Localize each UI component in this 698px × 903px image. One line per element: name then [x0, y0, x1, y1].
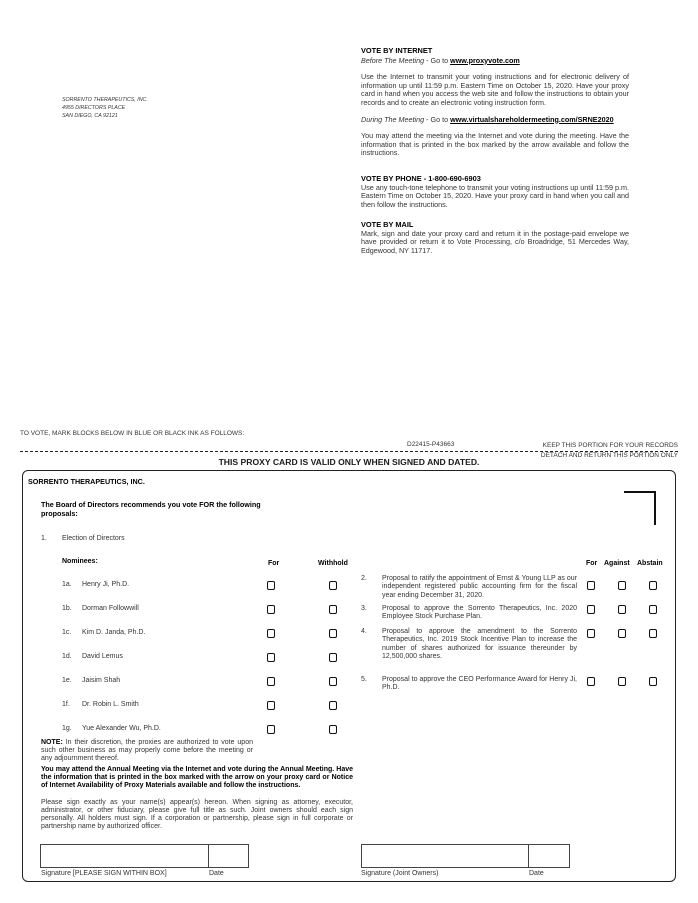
- col-against-label: Against: [604, 560, 630, 567]
- nominee-1a-for-checkbox[interactable]: [267, 581, 275, 590]
- vote-phone-text: Use any touch-tone telephone to transmit your voting instructions up until 11:59 p.m. Eastern Time on October 15, 2020. Have your proxy card in hand when you call and then follow the instructions.: [361, 182, 629, 209]
- signing-instructions: Please sign exactly as your name(s) appear(s) hereon. When signing as attorney, executor, administrator, or other fiduciary, please give full title as such. Joint owners should each sign personally. All holders must sign. If a corporation or partnership, please sign in full corporate or partnership name by authorized officer.: [41, 799, 353, 830]
- vote-by-phone-section: [361, 175, 629, 209]
- nominee-number: 1a.: [62, 581, 72, 588]
- col-withhold-label: Withhold: [318, 560, 348, 567]
- proposal-number: 4.: [361, 628, 367, 635]
- proposal-4-against-checkbox[interactable]: [618, 629, 626, 638]
- proposal-4-for-checkbox[interactable]: [587, 629, 595, 638]
- nominee-1f-for-checkbox[interactable]: [267, 701, 275, 710]
- vote-internet-heading: VOTE BY INTERNET: [361, 46, 433, 55]
- ink-instruction: TO VOTE, MARK BLOCKS BELOW IN BLUE OR BLACK INK AS FOLLOWS:: [20, 430, 245, 437]
- during-meeting-goto: - Go to: [424, 114, 451, 124]
- note-block: [41, 739, 253, 763]
- nominee-name: Dorman Followwill: [82, 605, 139, 612]
- nominee-number: 1b.: [62, 605, 72, 612]
- proposal-2-abstain-checkbox[interactable]: [649, 581, 657, 590]
- joint-signature-box[interactable]: [361, 844, 570, 868]
- nominee-1g-withhold-checkbox[interactable]: [329, 725, 337, 734]
- proposal-text: Proposal to approve the amendment to the Sorrento Therapeutics, Inc. 2019 Stock Incentive Plan to increase the number of shares authorized for issuance thereunder by 12,500,000 shares.: [382, 628, 577, 661]
- proposal-3-abstain-checkbox[interactable]: [649, 605, 657, 614]
- nominee-1e-withhold-checkbox[interactable]: [329, 677, 337, 686]
- date-label: Date: [209, 870, 224, 877]
- proposal-text: Proposal to approve the CEO Performance Award for Henry Ji, Ph.D.: [382, 676, 577, 692]
- proposal-5-against-checkbox[interactable]: [618, 677, 626, 686]
- during-meeting-label: During The Meeting: [361, 114, 425, 124]
- nominee-number: 1d.: [62, 653, 72, 660]
- item1-number: 1.: [41, 535, 47, 542]
- control-code: D22415-P43663: [407, 441, 455, 448]
- signature-label: Signature [PLEASE SIGN WITHIN BOX]: [41, 870, 167, 877]
- item1-label: Election of Directors: [62, 535, 125, 542]
- during-meeting-text: You may attend the meeting via the Internet and vote during the meeting. Have the information that is printed in the box marked by the arrow available and follow the instructions.: [361, 131, 629, 158]
- col-for2-label: For: [586, 560, 598, 567]
- nominee-1b-for-checkbox[interactable]: [267, 605, 275, 614]
- joint-date-label: Date: [529, 870, 544, 877]
- proposal-3-against-checkbox[interactable]: [618, 605, 626, 614]
- proposal-4-abstain-checkbox[interactable]: [649, 629, 657, 638]
- col-for-label: For: [268, 560, 280, 567]
- keep-portion-label: KEEP THIS PORTION FOR YOUR RECORDS: [542, 442, 678, 449]
- sender-address-line2: SAN DIEGO, CA 92121: [62, 113, 118, 119]
- proposal-text: Proposal to approve the Sorrento Therapeutics, Inc. 2020 Employee Stock Purchase Plan.: [382, 605, 577, 621]
- vote-mail-heading: VOTE BY MAIL: [361, 220, 414, 229]
- note-text: In their discretion, the proxies are authorized to vote upon such other business as may properly come before the meeting or any adjournment thereof.: [41, 739, 253, 762]
- note-label: NOTE:: [41, 739, 63, 746]
- joint-signature-label: Signature (Joint Owners): [361, 870, 439, 877]
- nominee-number: 1f.: [62, 701, 70, 708]
- before-meeting-line: [361, 57, 629, 66]
- nominee-number: 1g.: [62, 725, 72, 732]
- proposal-number: 2.: [361, 575, 367, 582]
- sender-address: [62, 96, 148, 120]
- nominee-number: 1c.: [62, 629, 72, 636]
- before-meeting-text: Use the Internet to transmit your voting instructions and for electronic delivery of information up until 11:59 p.m. Eastern Time on October 15, 2020. Have your proxy card in hand when you access the web site and follow the instructions to obtain your records and to create an electronic voting instruction form.: [361, 72, 629, 107]
- joint-signature-date-divider: [528, 844, 529, 868]
- proposal-2-for-checkbox[interactable]: [587, 581, 595, 590]
- control-box-marker: [624, 491, 656, 525]
- proposal-number: 5.: [361, 676, 367, 683]
- nominee-number: 1e.: [62, 677, 72, 684]
- nominee-1c-for-checkbox[interactable]: [267, 629, 275, 638]
- vote-mail-text: Mark, sign and date your proxy card and return it in the postage-paid envelope we have provided or return it to Vote Processing, c/o Broadridge, 51 Mercedes Way, Edgewood, NY 11717.: [361, 228, 629, 255]
- vote-phone-heading: VOTE BY PHONE - 1-800-690-6903: [361, 174, 481, 183]
- nominees-label: Nominees:: [62, 558, 98, 565]
- nominee-name: Henry Ji, Ph.D.: [82, 581, 130, 588]
- proxyvote-link[interactable]: www.proxyvote.com: [450, 55, 520, 65]
- vote-by-internet-section: [361, 47, 629, 158]
- proposal-text: Proposal to ratify the appointment of Ernst & Young LLP as our independent registered public accounting firm for the fiscal year ending December 31, 2020.: [382, 575, 577, 599]
- attend-instructions: You may attend the Annual Meeting via the Internet and vote during the Annual Meeting. Have the information that is printed in the box marked with the arrow on your proxy card or Notice of Internet Availability of Proxy Materials available and follow the instructions.: [41, 766, 353, 789]
- sender-address-line1: 4955 DIRECTORS PLACE: [62, 105, 126, 111]
- before-meeting-goto: - Go to: [424, 55, 451, 65]
- proposal-2-against-checkbox[interactable]: [618, 581, 626, 590]
- nominee-1d-withhold-checkbox[interactable]: [329, 653, 337, 662]
- card-company-name: SORRENTO THERAPEUTICS, INC.: [28, 477, 145, 486]
- nominee-1g-for-checkbox[interactable]: [267, 725, 275, 734]
- signature-box[interactable]: [40, 844, 249, 868]
- nominee-1f-withhold-checkbox[interactable]: [329, 701, 337, 710]
- detach-portion-label: DETACH AND RETURN THIS PORTION ONLY: [540, 452, 678, 459]
- nominee-name: Jaisim Shah: [82, 677, 121, 684]
- proposal-5-abstain-checkbox[interactable]: [649, 677, 657, 686]
- before-meeting-label: Before The Meeting: [361, 55, 425, 65]
- virtual-meeting-link[interactable]: www.virtualshareholdermeeting.com/SRNE2020: [450, 114, 614, 124]
- proposal-5-for-checkbox[interactable]: [587, 677, 595, 686]
- nominee-1c-withhold-checkbox[interactable]: [329, 629, 337, 638]
- vote-by-mail-section: [361, 221, 629, 255]
- nominee-1b-withhold-checkbox[interactable]: [329, 605, 337, 614]
- proposal-3-for-checkbox[interactable]: [587, 605, 595, 614]
- nominee-name: Kim D. Janda, Ph.D.: [82, 629, 146, 636]
- during-meeting-line: [361, 116, 629, 125]
- nominee-1e-for-checkbox[interactable]: [267, 677, 275, 686]
- nominee-1d-for-checkbox[interactable]: [267, 653, 275, 662]
- col-abstain-label: Abstain: [637, 560, 663, 567]
- proposal-number: 3.: [361, 605, 367, 612]
- nominee-1a-withhold-checkbox[interactable]: [329, 581, 337, 590]
- nominee-name: David Lemus: [82, 653, 123, 660]
- signature-date-divider: [208, 844, 209, 868]
- board-recommendation: The Board of Directors recommends you vote FOR the following proposals:: [41, 500, 261, 518]
- nominee-name: Yue Alexander Wu, Ph.D.: [82, 725, 161, 732]
- nominee-name: Dr. Robin L. Smith: [82, 701, 139, 708]
- sender-name: SORRENTO THERAPEUTICS, INC.: [62, 97, 148, 103]
- valid-notice: THIS PROXY CARD IS VALID ONLY WHEN SIGNED AND DATED.: [218, 457, 480, 467]
